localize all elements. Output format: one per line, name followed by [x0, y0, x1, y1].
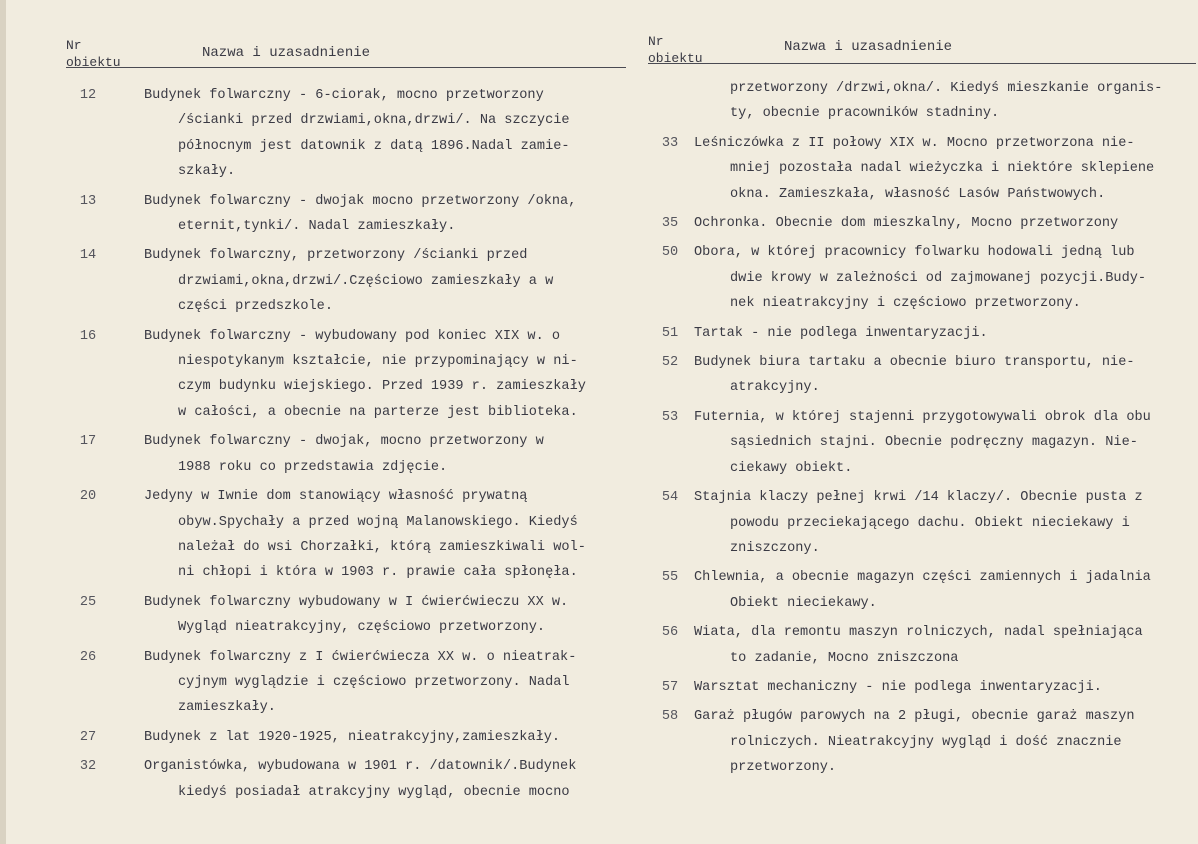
entry-text-line: w całości, a obecnie na parterze jest biblioteka. [178, 404, 578, 420]
entry-text-line: Jedyny w Iwnie dom stanowiący własność prywatną [144, 489, 528, 505]
entry-number: 33 [661, 135, 679, 151]
entry-text-line: Budynek folwarczny - 6-ciorak, mocno przetworzony [144, 88, 544, 103]
entry-number: 56 [661, 625, 679, 641]
entry-text-line: atrakcyjny. [730, 380, 820, 396]
entry-text-line: Warsztat mechaniczny - nie podlega inwentaryzacji. [694, 679, 1102, 695]
entry-text-line: Ochronka. Obecnie dom mieszkalny, Mocno przetworzony [694, 216, 1119, 232]
entry-text-line: części przedszkole. [178, 299, 333, 315]
entry-text-line: Budynek z lat 1920-1925, nieatrakcyjny,zamieszkały. [144, 729, 561, 745]
header-rule [66, 67, 626, 68]
entry-number: 50 [661, 245, 679, 261]
header-nr: Nr [648, 34, 664, 49]
inventory-entry [66, 645, 626, 721]
entry-text-line: Organistówka, wybudowana w 1901 r. /datownik/.Budynek [144, 759, 577, 775]
entry-number: 55 [661, 570, 679, 586]
inventory-entry [66, 324, 626, 426]
entry-text-line: sąsiednich stajni. Obecnie podręczny magazyn. Nie- [730, 435, 1138, 451]
entry-text-line: przetworzony. [730, 760, 837, 776]
left-table-header [66, 0, 626, 70]
entry-number: 27 [79, 729, 97, 745]
inventory-entry [648, 565, 1196, 616]
left-column [66, 0, 626, 800]
entry-number: 13 [79, 193, 97, 209]
entry-number: 14 [79, 248, 97, 264]
inventory-entry [648, 131, 1196, 207]
inventory-entry [66, 754, 626, 805]
inventory-entry [648, 485, 1196, 561]
entry-text-line: Garaż pługów parowych na 2 pługi, obecnie garaż maszyn [694, 709, 1135, 725]
entry-text-line: Futernia, w której stajenni przygotowywali obrok dla obu [694, 409, 1151, 425]
entry-text-line: Stajnia klaczy pełnej krwi /14 klaczy/. Obecnie pusta z [694, 490, 1143, 506]
entry-text-line: Leśniczówka z II połowy XIX w. Mocno przetworzona nie- [694, 135, 1135, 151]
entry-text-line: Wygląd nieatrakcyjny, częściowo przetworzony. [178, 620, 546, 636]
header-obiektu: obiektu [66, 55, 121, 70]
entry-text-line: 1988 roku co przedstawia zdjęcie. [178, 459, 448, 475]
entry-text-line: rolniczych. Nieatrakcyjny wygląd i dość znacznie [730, 734, 1122, 750]
inventory-entry [648, 350, 1196, 401]
entry-text-line: szkały. [178, 164, 236, 180]
entry-text-line: eternit,tynki/. Nadal zamieszkały. [178, 219, 456, 235]
inventory-entry [66, 484, 626, 586]
entry-text-line: Budynek folwarczny - dwojak mocno przetworzony /okna, [144, 193, 577, 209]
entry-number: 20 [79, 489, 97, 505]
entry-number: 51 [661, 325, 679, 341]
right-entry-list [648, 76, 1196, 785]
entry-text-line: Chlewnia, a obecnie magazyn części zamiennych i jadalnia [694, 570, 1151, 586]
entry-text-line: drzwiami,okna,drzwi/.Częściowo zamieszkały a w [178, 273, 554, 289]
left-entry-list [66, 83, 626, 809]
entry-text-line: Budynek folwarczny - wybudowany pod koniec XIX w. o [144, 328, 561, 344]
inventory-entry [648, 321, 1196, 346]
inventory-entry [648, 211, 1196, 236]
entry-text-line: przetworzony /drzwi,okna/. Kiedyś mieszkanie organis- [730, 81, 1163, 96]
entry-number: 26 [79, 649, 97, 665]
header-obiektu: obiektu [648, 51, 703, 66]
entry-number: 12 [79, 88, 97, 103]
inventory-entry [648, 76, 1196, 127]
entry-text-line: czym budynku wiejskiego. Przed 1939 r. zamieszkały [178, 379, 586, 395]
entry-text-line: ciekawy obiekt. [730, 460, 853, 476]
inventory-entry [66, 725, 626, 750]
entry-number: 54 [661, 490, 679, 506]
entry-number: 17 [79, 434, 97, 450]
header-title: Nazwa i uzasadnienie [202, 45, 371, 61]
header-title: Nazwa i uzasadnienie [784, 39, 953, 55]
entry-text-line: należał do wsi Chorzałki, którą zamieszkiwali wol- [178, 539, 586, 555]
entry-text-line: powodu przeciekającego dachu. Obiekt nieciekawy i [730, 515, 1130, 531]
entry-text-line: cyjnym wyglądzie i częściowo przetworzony. Nadal [178, 674, 570, 690]
entry-text-line: zniszczony. [730, 540, 820, 556]
entry-text-line: to zadanie, Mocno zniszczona [730, 650, 959, 666]
entry-number: 16 [79, 328, 97, 344]
inventory-entry [648, 704, 1196, 780]
entry-number: 32 [79, 759, 97, 775]
entry-number: 57 [661, 679, 679, 695]
entry-text-line: mniej pozostała nadal wieżyczka i niektóre sklepiene [730, 161, 1155, 177]
inventory-entry [648, 675, 1196, 700]
entry-number: 25 [79, 594, 97, 610]
entry-text-line: ty, obecnie pracowników stadniny. [730, 106, 1000, 122]
inventory-entry [648, 620, 1196, 671]
entry-number: 53 [661, 409, 679, 425]
entry-text-line: dwie krowy w zależności od zajmowanej pozycji.Budy- [730, 270, 1147, 286]
entry-number: 35 [661, 216, 679, 232]
entry-text-line: nek nieatrakcyjny i częściowo przetworzony. [730, 296, 1081, 312]
inventory-entry [66, 189, 626, 240]
entry-text-line: Tartak - nie podlega inwentaryzacji. [694, 325, 988, 341]
inventory-entry [648, 405, 1196, 481]
entry-text-line: kiedyś posiadał atrakcyjny wygląd, obecnie mocno [178, 784, 570, 800]
inventory-entry [66, 83, 626, 185]
inventory-entry [66, 429, 626, 480]
entry-text-line: Budynek folwarczny wybudowany w I ćwierćwieczu XX w. [144, 594, 569, 610]
right-table-header [648, 0, 1196, 70]
inventory-entry [66, 243, 626, 319]
entry-text-line: Obora, w której pracownicy folwarku hodowali jedną lub [694, 245, 1135, 261]
entry-text-line: niespotykanym kształcie, nie przypominający w ni- [178, 354, 578, 370]
entry-text-line: zamieszkały. [178, 700, 276, 716]
entry-text-line: Budynek folwarczny z I ćwierćwiecza XX w. o nieatrak- [144, 649, 577, 665]
entry-text-line: obyw.Spychały a przed wojną Malanowskiego. Kiedyś [178, 514, 578, 530]
entry-number: 52 [661, 355, 679, 371]
entry-text-line: Wiata, dla remontu maszyn rolniczych, nadal spełniająca [694, 625, 1143, 641]
inventory-entry [648, 240, 1196, 316]
entry-text-line: Budynek biura tartaku a obecnie biuro transportu, nie- [694, 355, 1135, 371]
right-column [648, 0, 1196, 776]
header-rule [648, 63, 1196, 64]
entry-number: 58 [661, 709, 679, 725]
entry-text-line: Budynek folwarczny - dwojak, mocno przetworzony w [144, 434, 544, 450]
entry-text-line: Budynek folwarczny, przetworzony /ścianki przed [144, 248, 528, 264]
inventory-entry [66, 590, 626, 641]
entry-text-line: północnym jest datownik z datą 1896.Nadal zamie- [178, 138, 570, 154]
header-nr: Nr [66, 38, 82, 53]
entry-text-line: /ścianki przed drzwiami,okna,drzwi/. Na szczycie [178, 113, 570, 129]
entry-text-line: okna. Zamieszkała, własność Lasów Państwowych. [730, 186, 1106, 202]
entry-text-line: ni chłopi i która w 1903 r. prawie cała spłonęła. [178, 565, 578, 581]
entry-text-line: Obiekt nieciekawy. [730, 595, 877, 611]
